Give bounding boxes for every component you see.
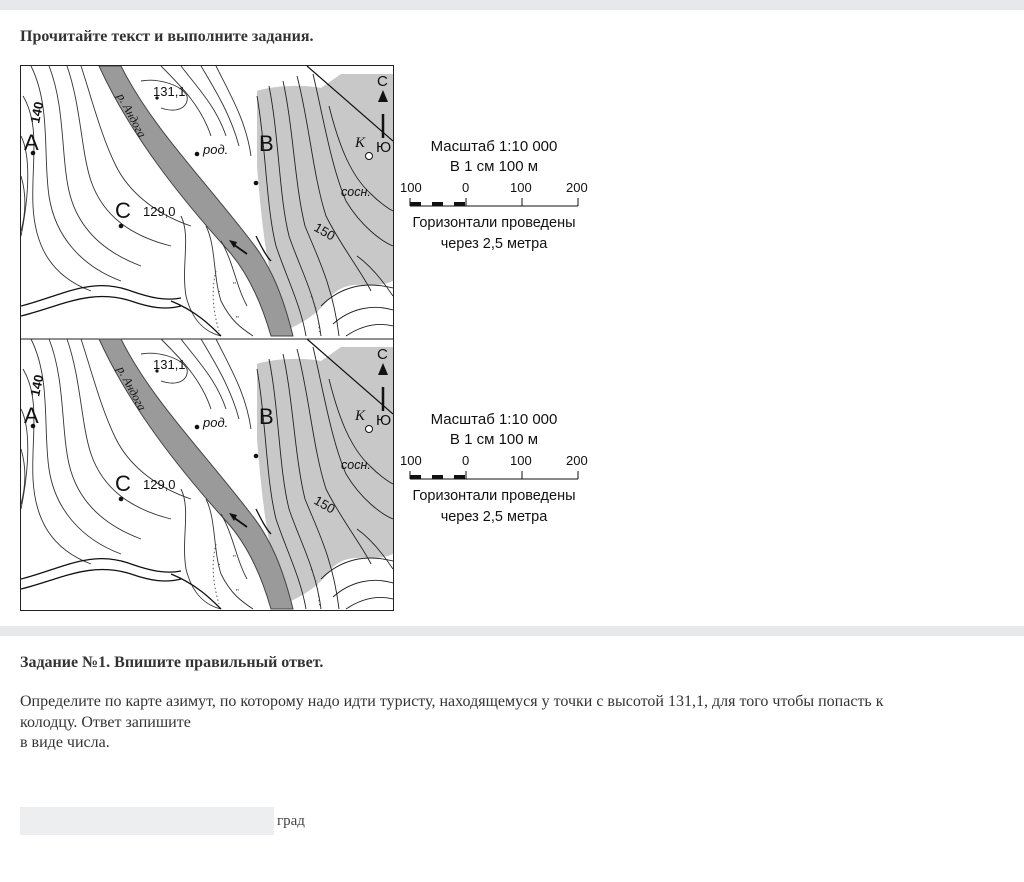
map-label-140: 140 <box>27 373 47 398</box>
map-legend-bottom <box>398 409 598 539</box>
task-question-line: в виде числа. <box>20 734 110 751</box>
scale-tick-label: 0 <box>462 180 470 195</box>
scale-subtitle: В 1 см 100 м <box>449 431 539 448</box>
task-title: Задание №1. Впишите правильный ответ. <box>20 654 324 671</box>
map-label-south: Ю <box>376 139 392 156</box>
map-label-river: р. Андога <box>114 363 150 413</box>
contour-note-line-2: через 2,5 метра <box>440 236 548 252</box>
contour-note-line-1: Горизонтали проведены <box>412 215 576 231</box>
contour-note-line-2: через 2,5 метра <box>440 509 548 525</box>
scale-tick-label: 200 <box>566 453 588 468</box>
map-label-north: С <box>377 346 388 363</box>
scale-tick-label: 100 <box>400 453 422 468</box>
scale-tick-label: 100 <box>510 180 532 195</box>
map-label-k: К <box>355 135 365 151</box>
map-label-spring: род. <box>203 142 229 157</box>
scale-tick-label: 200 <box>566 180 588 195</box>
answer-unit-label: град <box>277 813 305 829</box>
map-label-pine: сосн. <box>341 458 371 472</box>
scale-tick-label: 0 <box>462 453 470 468</box>
map-label-150: 150 <box>311 219 338 244</box>
map-label-height-1290: 129,0 <box>143 204 176 219</box>
map-label-point-a: A <box>24 130 39 155</box>
task-question-line: Определите по карте азимут, по которому надо идти туристу, находящемуся у точки с высотой 131,1, для того чтобы попасть к <box>20 693 884 710</box>
map-label-pine: сосн. <box>341 185 371 199</box>
task-question <box>20 692 1010 754</box>
section-divider <box>0 626 1024 636</box>
map-label-height-1290: 129,0 <box>143 477 176 492</box>
map-label-point-c: C <box>115 198 131 223</box>
map-label-height-1311: 131,1 <box>153 84 186 99</box>
top-divider <box>0 0 1024 10</box>
topographic-map <box>20 65 394 611</box>
map-label-river: р. Андога <box>114 90 150 140</box>
task-question-line: колодцу. Ответ запишите <box>20 713 191 731</box>
map-label-south: Ю <box>376 412 392 429</box>
answer-input[interactable] <box>20 807 274 835</box>
scale-tick-label: 100 <box>400 180 422 195</box>
scale-tick-label: 100 <box>510 453 532 468</box>
map-legend-top <box>398 136 598 266</box>
scale-bar <box>398 178 598 218</box>
map-label-150: 150 <box>311 492 338 517</box>
scale-title: Масштаб 1:10 000 <box>430 411 558 428</box>
scale-subtitle: В 1 см 100 м <box>449 158 539 175</box>
map-label-spring: род. <box>203 415 229 430</box>
map-label-point-c: C <box>115 471 131 496</box>
scale-bar <box>398 451 598 491</box>
intro-title: Прочитайте текст и выполните задания. <box>20 28 314 45</box>
map-label-k: К <box>355 408 365 424</box>
map-label-point-a: A <box>24 403 39 428</box>
map-label-north: С <box>377 73 388 90</box>
map-label-point-b: B <box>259 131 274 156</box>
map-label-140: 140 <box>27 100 47 125</box>
map-label-point-b: B <box>259 404 274 429</box>
contour-note-line-1: Горизонтали проведены <box>412 488 576 504</box>
scale-title: Масштаб 1:10 000 <box>430 138 558 155</box>
map-label-height-1311: 131,1 <box>153 357 186 372</box>
